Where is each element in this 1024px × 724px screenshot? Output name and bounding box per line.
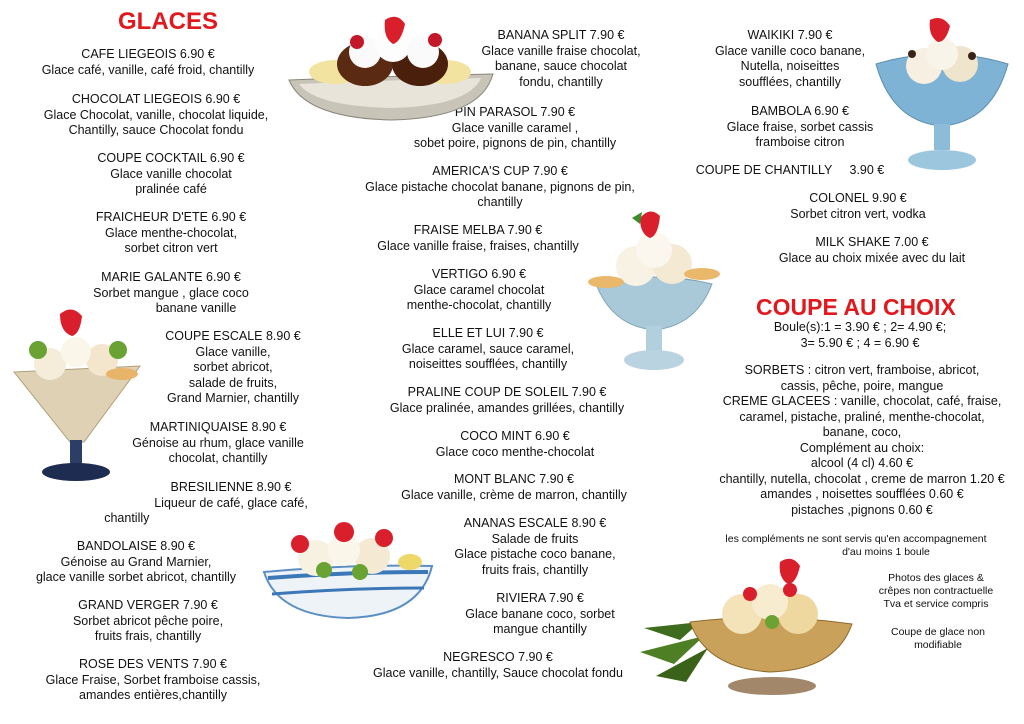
item-name: AMERICA'S CUP 7.90 € [432,164,568,178]
item-name: BANDOLAISE 8.90 € [76,539,196,553]
item-desc: banane vanille [155,301,237,315]
menu-item [96,210,246,257]
item-name: CHOCOLAT LIEGEOIS 6.90 € [71,92,241,106]
note-line: d'au moins 1 boule [842,546,930,558]
item-name: COUPE DE CHANTILLY 3.90 € [695,163,885,177]
item-desc: banane, sauce chocolat [494,59,628,73]
item-name: BAMBOLA 6.90 € [751,104,849,118]
pineapple-image [640,552,860,700]
menu-item [401,472,627,503]
item-desc: Salade de fruits [491,531,579,546]
item-name: ROSE DES VENTS 7.90 € [79,657,227,671]
fraise-melba-image [584,204,724,374]
coupe-escale-image [4,302,150,484]
item-desc: Chantilly, sauce Chocolat fondu [68,123,244,137]
item-desc: Glace menthe-chocolat, [104,225,237,240]
item-desc: Sorbet citron vert, vodka [790,206,926,221]
menu-item [407,267,552,314]
menu-item [696,163,885,179]
item-desc: fruits frais, chantilly [94,629,202,643]
note-line: modifiable [914,639,962,651]
menu-item [165,329,300,407]
menu-item [436,429,594,460]
item-desc: Glace Chocolat, vanille, chocolat liquide, [43,107,269,122]
note-line: les compléments ne sont servis qu'en accompagnement [725,533,987,545]
item-desc: chantilly [104,511,150,525]
item-name: COUPE COCKTAIL 6.90 € [97,151,245,165]
item-desc: Glace vanille caramel , [451,120,579,135]
item-desc: Glace vanille, crème de marron, chantilly [401,487,627,502]
item-name: VERTIGO 6.90 € [431,267,527,281]
menu-item [36,539,236,586]
menu-item [727,104,874,151]
note-line: Coupe de glace non [891,626,985,638]
menu-item [454,516,615,578]
item-name: WAIKIKI 7.90 € [747,28,833,42]
item-desc: Glace fraise, sorbet cassis [726,119,874,134]
item-desc: soufflées, chantilly [739,74,841,89]
menu-item [97,151,244,198]
item-desc: Glace pistache coco banane, [454,547,616,561]
menu-item [132,420,304,467]
glaces-title: GLACES [118,8,219,35]
item-desc: amandes entières,chantilly [78,688,227,702]
item-desc: Glace vanille fraise, fraises, chantilly [377,238,579,253]
item-name: PRALINE COUP DE SOLEIL 7.90 € [407,385,607,399]
item-desc: noiseittes soufflées, chantilly [408,357,568,371]
item-name: FRAICHEUR D'ETE 6.90 € [95,210,247,224]
item-desc: Génoise au rhum, glace vanille [132,435,304,450]
item-name: ELLE ET LUI 7.90 € [432,326,544,340]
item-name: RIVIERA 7.90 € [496,591,584,605]
item-desc: framboise citron [755,135,845,149]
item-desc: Glace vanille, [195,344,271,359]
option-line: pistaches ,pignons 0.60 € [791,502,933,517]
note-line: Tva et service compris [883,598,989,610]
item-desc: Glace banane coco, sorbet [465,606,615,621]
item-name: MARIE GALANTE 6.90 € [101,270,241,284]
coupe-options [719,363,1004,518]
item-name: FRAISE MELBA 7.90 € [413,223,543,237]
menu-item [42,47,255,78]
menu-item [715,28,865,90]
item-desc: Glace coco menthe-chocolat [435,444,595,459]
item-name: BRESILIENNE 8.90 € [170,480,292,494]
item-name: BANANA SPLIT 7.90 € [497,28,625,42]
coupe-note [891,626,985,652]
item-desc: mangue chantilly [493,622,587,636]
item-name: NEGRESCO 7.90 € [443,650,553,664]
menu-item [779,235,965,266]
option-line: alcool (4 cl) 4.60 € [810,456,914,470]
item-desc: glace vanille sorbet abricot, chantilly [35,570,237,584]
option-line: SORBETS : citron vert, framboise, abricot, [744,363,980,377]
menu-item [377,223,578,254]
item-desc: chantilly [477,195,523,209]
price-line: Boule(s):1 = 3.90 € ; 2= 4.90 €; [773,320,947,334]
coupe-au-choix-title: COUPE AU CHOIX [756,294,956,320]
item-name: ANANAS ESCALE 8.90 € [463,516,607,530]
item-name: MARTINIQUAISE 8.90 € [149,420,287,434]
item-name: MONT BLANC 7.90 € [454,472,574,486]
option-line: Complément au choix: [799,440,925,455]
item-desc: Glace caramel chocolat [413,282,545,297]
photos-note [879,572,993,611]
item-name: PIN PARASOL 7.90 € [454,105,576,119]
item-desc: Glace pralinée, amandes grillées, chantilly [389,400,625,415]
item-desc: menthe-chocolat, chantilly [406,298,552,312]
item-desc: Glace vanille, chantilly, Sauce chocolat fondu [373,665,623,680]
option-line: CREME GLACEES : vanille, chocolat, café, fraise, [722,394,1002,408]
menu-item [373,650,623,681]
item-desc: Liqueur de café, glace café, [154,495,308,510]
option-line: caramel, pistache, praliné, menthe-chocolat, [739,409,985,424]
menu-item [46,657,261,704]
banana-split-image [285,14,497,122]
price-line: 3= 5.90 € ; 4 = 6.90 € [800,335,920,350]
item-desc: Glace caramel, sauce caramel, [401,341,575,356]
option-line: chantilly, nutella, chocolat , creme de marron 1.20 € [719,471,1005,486]
item-desc: fondu, chantilly [519,74,603,89]
menu-item [465,591,614,638]
item-desc: Sorbet mangue , glace coco [93,285,249,300]
item-name: CAFE LIEGEOIS 6.90 € [81,47,215,61]
coupe-prices [774,320,946,351]
item-desc: Glace pistache chocolat banane, pignons de pin, [365,179,635,194]
menu-item [790,191,925,222]
item-name: MILK SHAKE 7.00 € [815,235,929,249]
ananas-boat-image [260,516,436,624]
item-desc: sorbet abricot, [193,360,273,374]
item-name: COCO MINT 6.90 € [460,429,570,443]
option-line: banane, coco, [822,425,902,439]
item-desc: pralinée café [135,182,207,196]
option-line: cassis, pêche, poire, mangue [780,378,944,393]
item-desc: Glace vanille fraise chocolat, [481,43,641,58]
item-desc: Glace au choix mixée avec du lait [778,250,966,265]
item-desc: fruits frais, chantilly [481,562,589,577]
item-name: GRAND VERGER 7.90 € [78,598,218,612]
item-desc: Glace Fraise, Sorbet framboise cassis, [45,672,261,687]
item-desc: Génoise au Grand Marnier, [60,554,212,569]
note-line: Photos des glaces & [888,572,984,584]
menu-item [481,28,640,90]
menu-item [402,326,574,373]
item-desc: salade de fruits, [188,375,278,390]
menu-item [390,385,624,416]
menu-item [73,598,223,645]
item-desc: Sorbet abricot pêche poire, [72,613,224,628]
item-name: COUPE ESCALE 8.90 € [165,329,301,343]
item-desc: Nutella, noiseittes [740,59,840,73]
waikiki-image [872,14,1012,174]
item-name: COLONEL 9.90 € [809,191,907,205]
menu-item [44,92,268,139]
item-desc: sorbet citron vert [124,241,218,255]
option-line: amandes , noisettes soufflées 0.60 € [760,487,964,501]
item-desc: chocolat, chantilly [168,451,268,465]
item-desc: Glace vanille coco banane, [714,43,866,58]
note-line: crêpes non contractuelle [878,585,994,597]
item-desc: Glace vanille chocolat [110,166,232,181]
item-desc: sobet poire, pignons de pin, chantilly [413,136,617,150]
item-desc: Glace café, vanille, café froid, chantilly [41,62,255,77]
item-desc: Grand Marnier, chantilly [166,391,300,405]
